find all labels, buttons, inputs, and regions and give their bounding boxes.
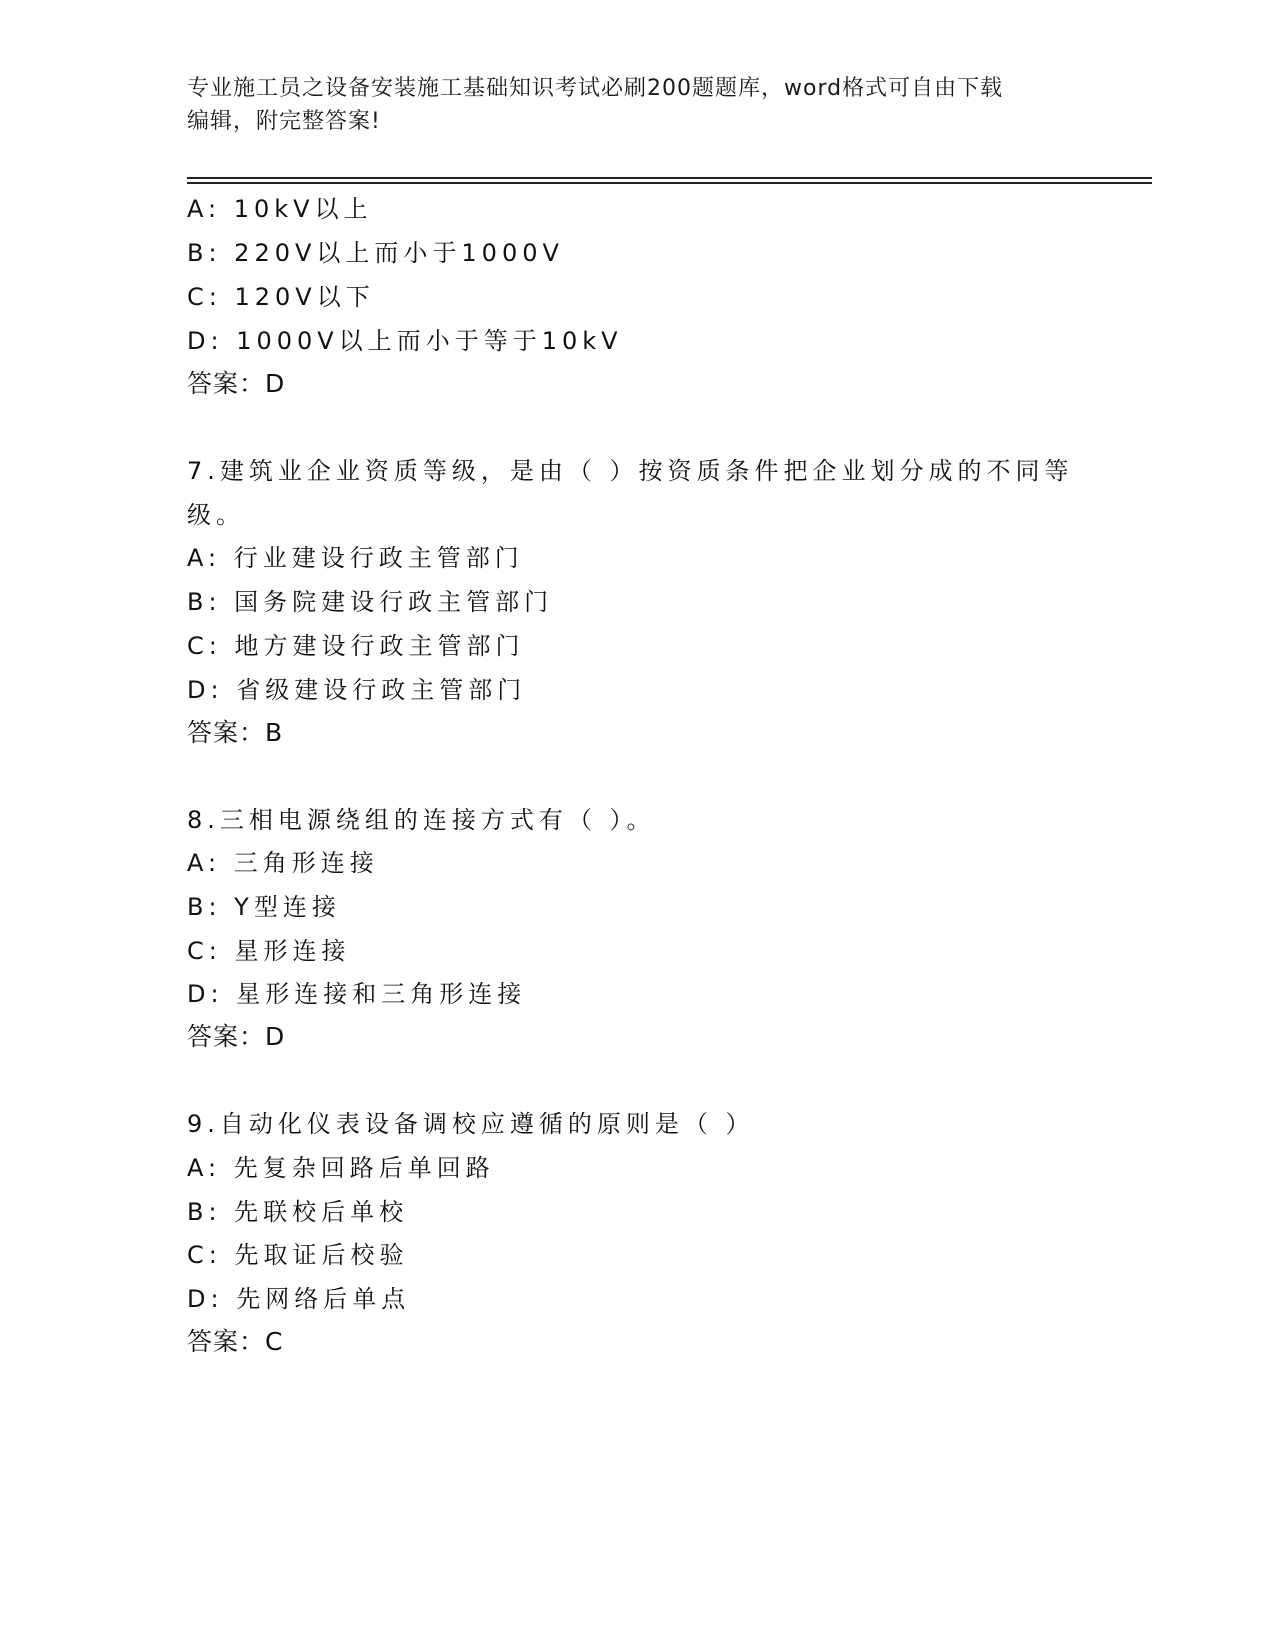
header-title-line-2: 编辑，附完整答案! <box>187 109 381 134</box>
header-divider-top <box>187 177 1152 179</box>
q6-option-b: B: 220V以上而小于1000V <box>187 239 564 267</box>
q7-option-d: D: 省级建设行政主管部门 <box>187 676 527 704</box>
q9-question-line-1: 9.自动化仪表设备调校应遵循的原则是（ ） <box>187 1110 755 1138</box>
q7-option-a: A: 行业建设行政主管部门 <box>187 544 524 572</box>
q7-question-line-1: 7.建筑业企业资质等级，是由（ ）按资质条件把企业划分成的不同等 <box>187 457 1074 485</box>
q6-option-c: C: 120V以下 <box>187 283 375 311</box>
q9-option-b: B: 先联校后单校 <box>187 1198 409 1226</box>
q8-answer: 答案：D <box>187 1022 286 1051</box>
q6-option-a: A: 10kV以上 <box>187 195 373 223</box>
q8-option-c: C: 星形连接 <box>187 937 351 965</box>
q8-question-line-1: 8.三相电源绕组的连接方式有（ ）。 <box>187 806 656 834</box>
q7-question-line-2: 级。 <box>187 501 245 529</box>
q7-option-c: C: 地方建设行政主管部门 <box>187 632 525 660</box>
q8-option-d: D: 星形连接和三角形连接 <box>187 980 527 1008</box>
q6-option-d: D: 1000V以上而小于等于10kV <box>187 327 623 355</box>
q8-option-a: A: 三角形连接 <box>187 849 379 877</box>
q7-option-b: B: 国务院建设行政主管部门 <box>187 588 554 616</box>
q8-option-b: B: Y型连接 <box>187 893 341 921</box>
header-title-line-1: 专业施工员之设备安装施工基础知识考试必刷200题题库，word格式可自由下载 <box>187 76 1004 101</box>
q9-option-c: C: 先取证后校验 <box>187 1241 409 1269</box>
q9-option-a: A: 先复杂回路后单回路 <box>187 1154 495 1182</box>
q6-answer: 答案：D <box>187 369 286 398</box>
page-header <box>187 72 1067 138</box>
header-divider-bottom <box>187 182 1152 184</box>
q9-option-d: D: 先网络后单点 <box>187 1285 411 1313</box>
q7-answer: 答案：B <box>187 718 284 747</box>
q9-answer: 答案：C <box>187 1327 284 1356</box>
